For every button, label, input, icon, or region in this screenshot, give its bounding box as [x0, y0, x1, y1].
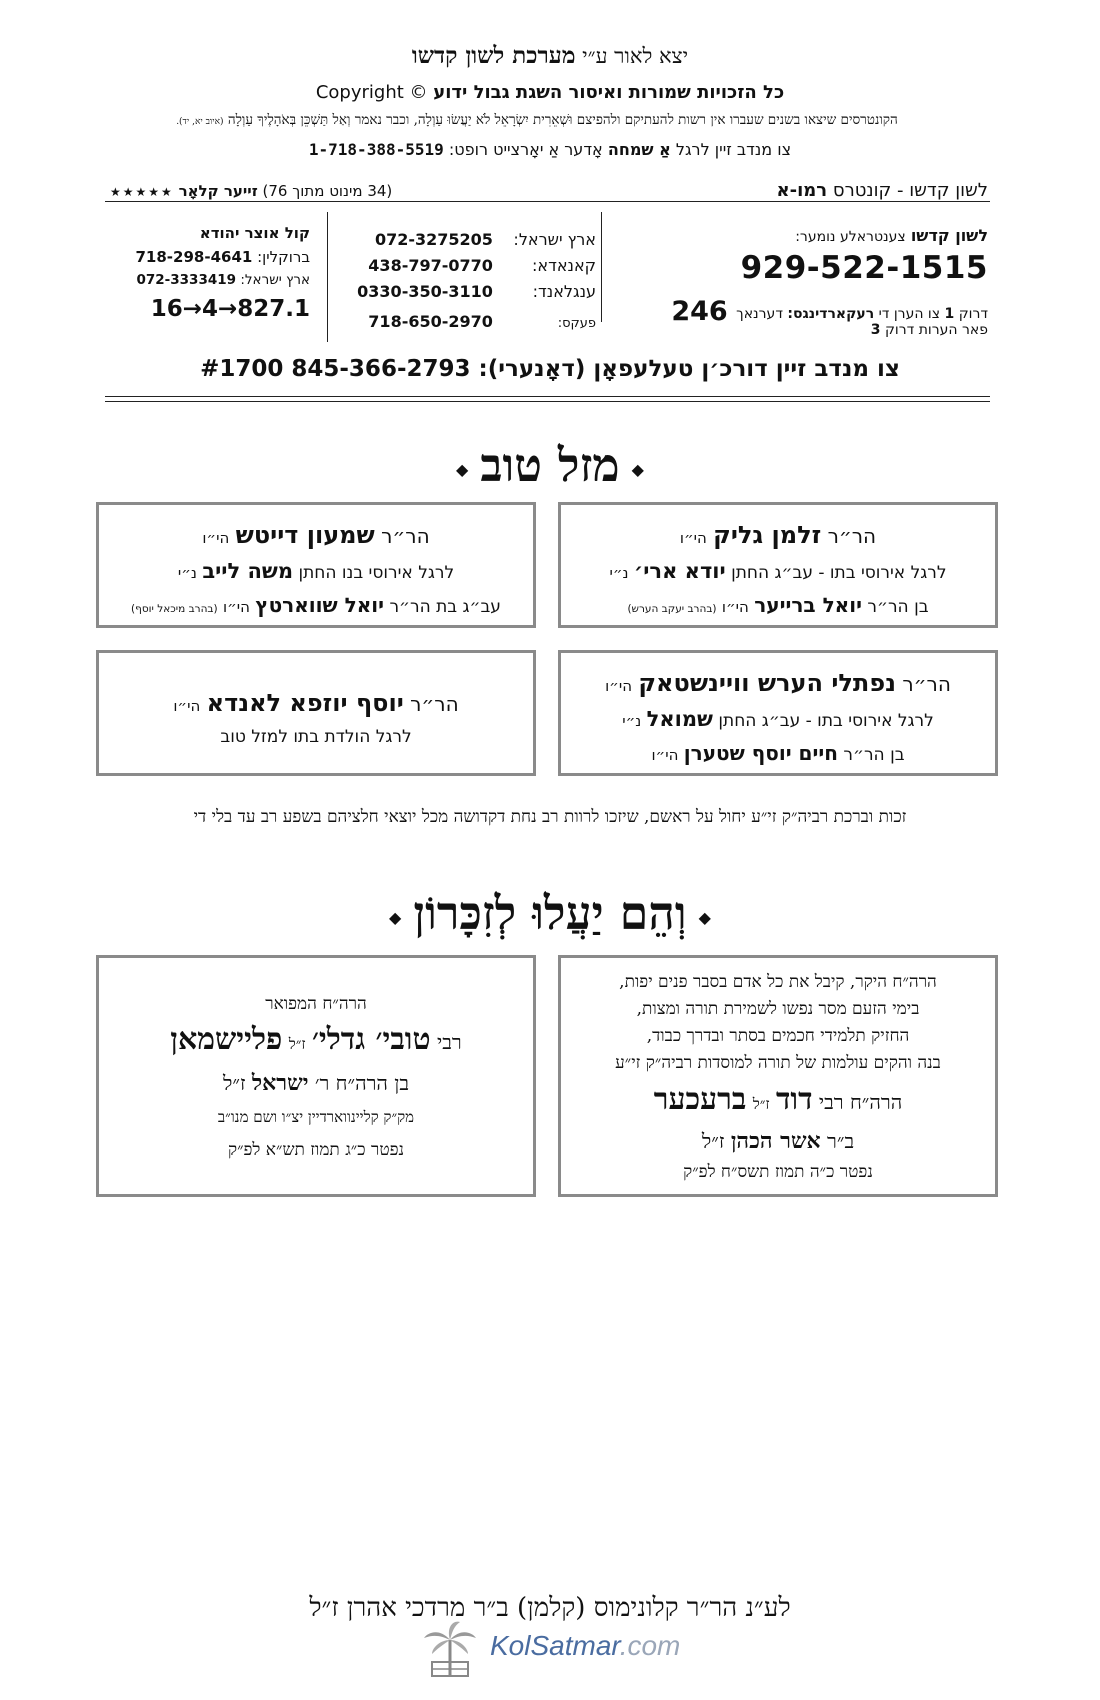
diamond-icon: ◆ [389, 907, 402, 927]
memorial-father: בן הרה״ח ר׳ ישראל ז״ל [223, 1070, 409, 1096]
kuntres-number: רמו-א [776, 180, 828, 201]
mazal-tov-box [96, 650, 536, 776]
box-line-1: הר״ר יוסף יוזפא לאנדא הי״ו [173, 689, 459, 717]
blessing-line: זכות וברכת רביה״ק זי״ע יחול על ראשם, שיזכו לרוות רב נחת דקדושה מכל יוצאי חלציהם בשפע רב עד בלי די [193, 807, 907, 827]
memorial-title [0, 886, 1100, 940]
kol-otzar-title: קול אוצר יהודא [199, 224, 310, 242]
copyright-line [0, 82, 1100, 103]
divider-top [105, 201, 990, 202]
kuntres-title-pre: לשון קדשו - קונטרס [832, 180, 988, 201]
diamond-icon: ◆ [456, 459, 469, 479]
rights-reserved: כל הזכויות שמורות ואיסור השגת גבול ידוע [433, 82, 785, 103]
memorial-box-right [558, 955, 998, 1197]
memorial-passed: נפטר כ״ג תמוז תש״א לפ״ק [227, 1140, 405, 1160]
hear-text: צו הערן די [878, 306, 941, 322]
brooklyn-label: ברוקלין: [257, 248, 310, 266]
phone-value[interactable]: 072-3275205 [374, 230, 493, 249]
kol-otzar-code: 16→4→827.1 [150, 296, 310, 322]
donate-code: #1700 [200, 356, 284, 382]
phone-value[interactable]: 718-650-2970 [368, 312, 493, 331]
palm-tree-icon [420, 1618, 480, 1678]
memorial-name: רבי טובי׳ גדלי׳ ז״ל פליישמאן [170, 1022, 462, 1057]
box-line-2: לרגל הולדת בתו למזל טוב [220, 727, 412, 747]
publisher-line [0, 42, 1100, 69]
site-domain-text: .com [619, 1630, 681, 1661]
kolsatmar-logo[interactable] [420, 1618, 720, 1678]
kol-otzar-israel [120, 272, 310, 288]
kol-otzar-brooklyn [120, 248, 310, 266]
recording-extension: 246 [671, 296, 728, 327]
diamond-icon: ◆ [698, 907, 711, 927]
memorial-line: מק״ק קליינווארדיין יצ״ו ושם מנו״ב [217, 1108, 415, 1126]
phone-label: קאנאדא: [532, 256, 596, 275]
memorial-father: ב״ר אשר הכהן ז״ל [701, 1128, 855, 1154]
site-name-text: KolSatmar [490, 1630, 620, 1661]
copyright-mark: Copyright © [315, 82, 428, 103]
divider-vertical-right [601, 212, 602, 322]
box-line-1: הר״ר נפתלי הערש וויינשטאק הי״ו [605, 669, 951, 697]
dedication-phone-line [0, 140, 1100, 159]
site-name [490, 1630, 680, 1662]
copy-restriction-notice [72, 112, 1002, 128]
brooklyn-phone[interactable]: 718-298-4641 [135, 248, 253, 266]
mazal-tov-box [96, 502, 536, 628]
mazal-tov-title [0, 438, 1100, 492]
notes-number: 3 [870, 322, 881, 338]
phone-row-canada [346, 256, 596, 275]
box-line-3: עב״ג בת הר״ר יואל שווארטץ הי״ו (בהרב מיכאל יוסף) [131, 593, 501, 617]
publisher-prefix: יצא לאור ע״י [582, 44, 689, 68]
kuntres-title [777, 180, 988, 201]
publisher-name: מערכת לשון קדשו [411, 42, 576, 69]
dedication-simcha: אַ שמחה [607, 140, 671, 159]
copy-restriction-ref: (איוב יא, יד). [176, 117, 224, 127]
memorial-title-text: וְהֵם יַעֲלוּ לְזִכָּרוֹן [413, 886, 687, 940]
donate-text: צו מנדב זיין דורכ׳ן טעלעפאָן (דאָנערי): [478, 356, 900, 382]
memorial-line: בימי הזעם מסר נפשו לשמירת תורה ומצות, [636, 999, 920, 1019]
central-number-text: צענטראלע נומער: [795, 229, 906, 245]
box-line-3: בן הר״ר חיים יוסף שטערן הי״ו [651, 741, 905, 765]
israel-phone[interactable]: 072-3333419 [136, 272, 237, 288]
central-phone-number[interactable]: 929-522-1515 [740, 250, 988, 286]
memorial-passed: נפטר כ״ה תמוז תשס״ח לפ״ק [683, 1162, 873, 1182]
press-text: דרוק [958, 306, 988, 322]
memorial-line: הרה״ח המפואר [265, 994, 367, 1014]
clarity-label: זייער קלאָר [178, 182, 258, 200]
box-line-2: לרגל אירוסי בנו החתן משה לייב נ״י [177, 559, 455, 583]
phone-value[interactable]: 0330-350-3110 [357, 282, 493, 301]
donate-phone[interactable]: 845-366-2793 [291, 356, 471, 382]
mazal-tov-box [558, 502, 998, 628]
central-number-label [795, 226, 988, 245]
duration-text: (34 מינוט מתוך 76) [262, 182, 393, 200]
memorial-box-left [96, 955, 536, 1197]
dedication-phone: 1-718-388-5519 [308, 140, 444, 159]
israel-label: ארץ ישראל: [240, 272, 310, 288]
footer-dedication: לע״נ הר״ר קלונימוס (קלמן) ב״ר מרדכי אהרן ז״ל [309, 1593, 791, 1623]
box-line-1: הר״ר זלמן גליק הי״ו [679, 521, 877, 549]
phone-row-fax [346, 312, 596, 331]
phone-row-israel [346, 230, 596, 249]
phone-label: ארץ ישראל: [513, 230, 596, 249]
donate-line [0, 356, 1100, 382]
then-text: דערנאך [736, 306, 783, 322]
clarity-rating [110, 182, 392, 200]
notes-instructions [871, 322, 988, 338]
lashon-kodsho-name: לשון קדשו [910, 226, 988, 245]
notes-text: פאר הערות דרוק [884, 322, 988, 338]
press-one: 1 [944, 306, 955, 322]
box-line-2: לרגל אירוסי בתו - עב״ג החתן יודא ארי׳ נ״י [609, 559, 947, 583]
box-line-3: בן הר״ר יואל ברייער הי״ו (בהרב יעקב הערש) [627, 593, 929, 617]
box-line-2: לרגל אירוסי בתו - עב״ג החתן שמואל נ״י [622, 707, 934, 731]
divider-double-1 [105, 396, 990, 397]
diamond-icon: ◆ [631, 459, 644, 479]
dedication-post: אָדער אַ יאָרצייט רופט: [448, 140, 603, 159]
phone-value[interactable]: 438-797-0770 [368, 256, 493, 275]
divider-vertical-left [327, 212, 328, 342]
recordings-label: רעקארדינגס: [787, 306, 875, 322]
memorial-line: בנה והקים עולמות של תורה למוסדות רביה״ק זי״ע [615, 1053, 941, 1073]
memorial-line: החזיק תלמידי חכמים בסתר ובדרך כבוד, [646, 1026, 910, 1046]
dedication-pre: צו מנדב זיין לרגל [675, 140, 792, 159]
box-line-1: הר״ר שמעון דייטש הי״ו [202, 521, 430, 549]
phone-label: פעקס: [557, 316, 596, 331]
memorial-name: הרה״ח רבי דוד ז״ל ברעכער [653, 1082, 903, 1117]
phone-label: ענגלאנד: [532, 282, 596, 301]
star-rating-icon: ★★★★★ [110, 185, 174, 199]
memorial-line: הרה״ח היקר, קיבל את כל אדם בסבר פנים יפות, [619, 972, 937, 992]
mazal-tov-text: מזל טוב [480, 438, 620, 492]
divider-double-2 [105, 401, 990, 402]
mazal-tov-box [558, 650, 998, 776]
phone-row-england [346, 282, 596, 301]
copy-restriction-text: הקונטרסים שיצאו בשנים שעברו אין רשות להעתיקם ולהפיצם וּשְׁאֵרִית יִשְׂרָאֵל לֹא יַעֲשׂוּ עַוְלָה, וכבר נאמר וְאַל תַּשְׁכֵּן בְּאֹהָלֶיךָ עַוְלָה [227, 112, 898, 128]
